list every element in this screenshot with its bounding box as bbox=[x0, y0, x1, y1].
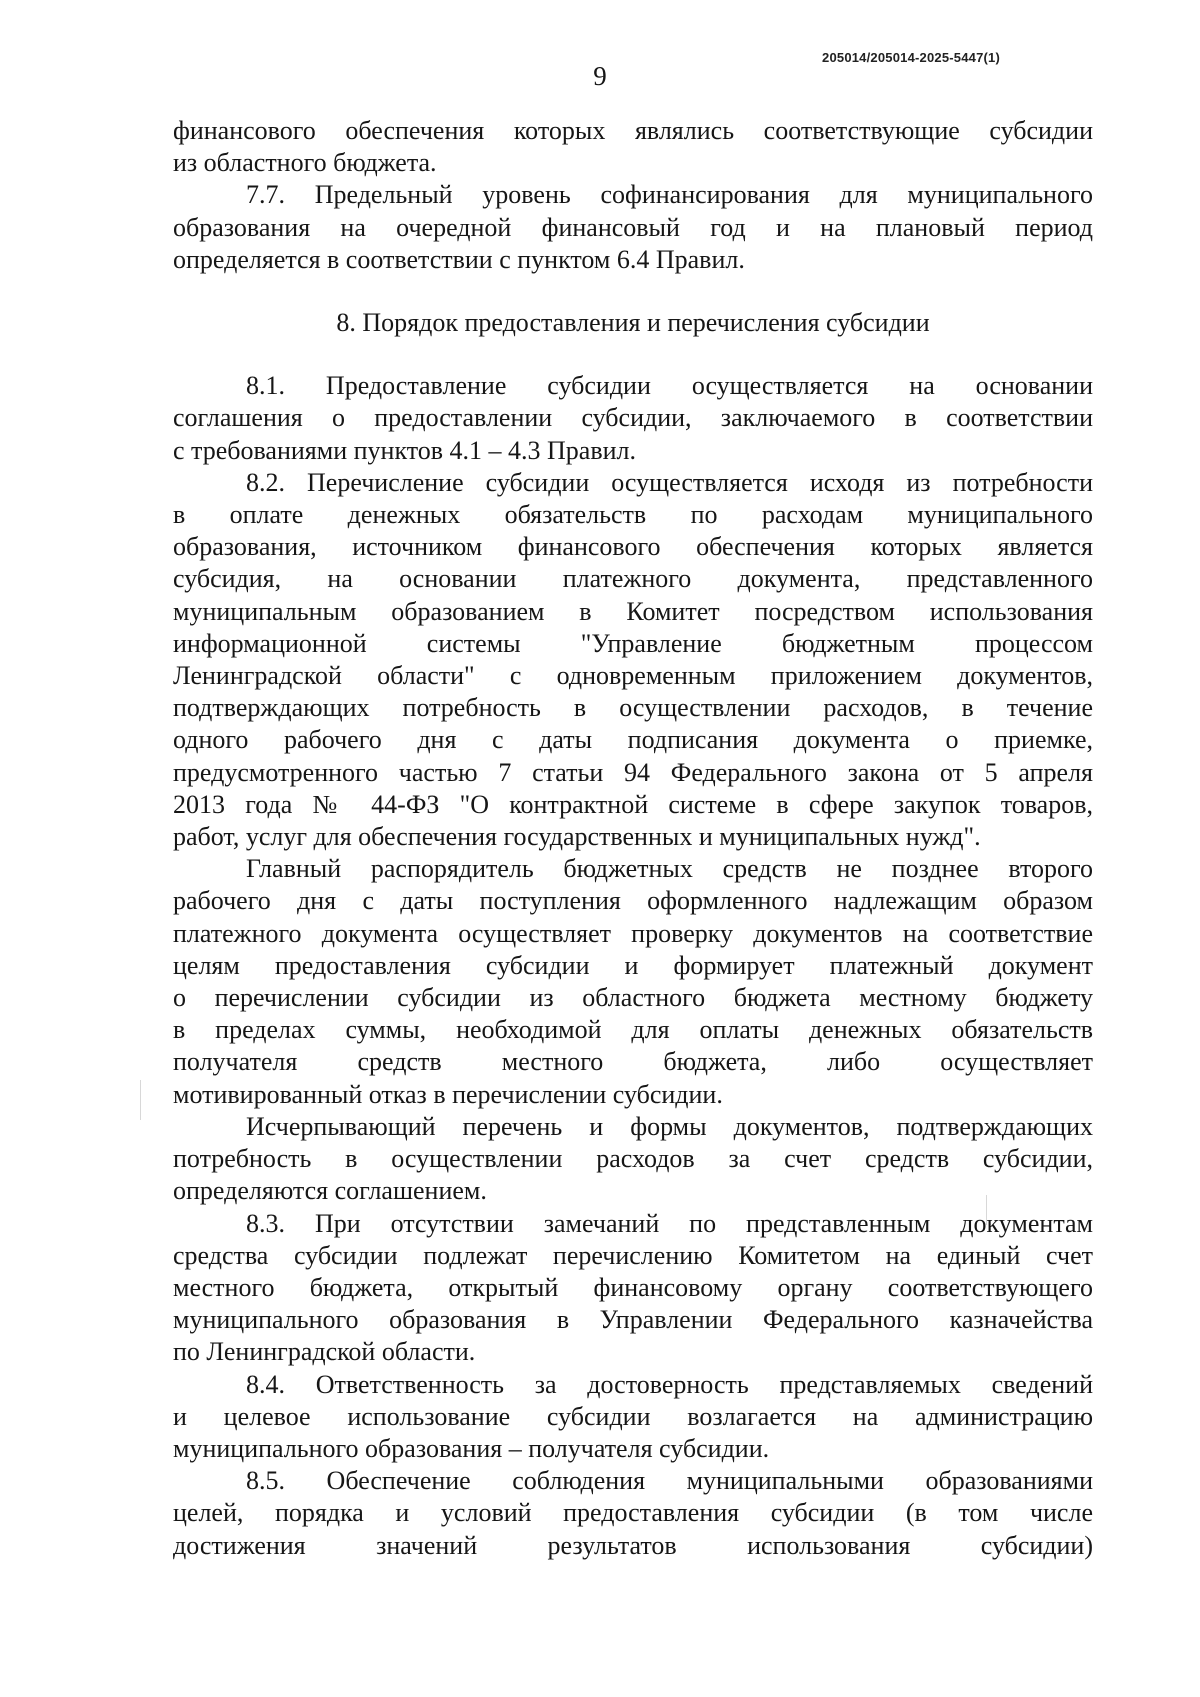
paragraph-line: в оплате денежных обязательств по расходам муниципального bbox=[173, 500, 1093, 530]
paragraph-line: определяются соглашением. bbox=[173, 1176, 487, 1206]
paragraph-line: предусмотренного частью 7 статьи 94 Федерального закона от 5 апреля bbox=[173, 757, 1093, 787]
paragraph-line: достижения значений результатов использования субсидии) bbox=[173, 1530, 1093, 1560]
paragraph-line: финансового обеспечения которых являлись соответствующие субсидии bbox=[173, 116, 1093, 145]
paragraph-line: мотивированный отказ в перечислении субсидии. bbox=[173, 1079, 723, 1109]
paragraph-line: платежного документа осуществляет проверку документов на соответствие bbox=[173, 918, 1093, 948]
scan-margin-mark bbox=[140, 1080, 141, 1120]
paragraph-line: получателя средств местного бюджета, либо осуществляет bbox=[173, 1047, 1093, 1077]
paragraph-line: соглашения о предоставлении субсидии, заключаемого в соответствии bbox=[173, 403, 1093, 433]
document-id: 205014/205014-2025-5447(1) bbox=[822, 50, 1000, 65]
paragraph-line: муниципального образования – получателя субсидии. bbox=[173, 1433, 770, 1463]
paragraph-line: 8.1. Предоставление субсидии осуществляется на основании bbox=[246, 371, 1093, 401]
paragraph-line: из областного бюджета. bbox=[173, 148, 437, 178]
paragraph-line: 8.3. При отсутствии замечаний по представленным документам bbox=[246, 1208, 1093, 1238]
document-body bbox=[173, 115, 1093, 1562]
paragraph-line: потребность в осуществлении расходов за счет средств субсидии, bbox=[173, 1144, 1093, 1174]
paragraph-line: по Ленинградской области. bbox=[173, 1337, 476, 1367]
paragraph-line: 8.4. Ответственность за достоверность представляемых сведений bbox=[246, 1369, 1093, 1399]
paragraph-line: 2013 года № 44-ФЗ "О контрактной системе в сфере закупок товаров, bbox=[173, 789, 1093, 819]
page-number: 9 bbox=[593, 61, 607, 91]
paragraph-line: целей, порядка и условий предоставления субсидии (в том числе bbox=[173, 1498, 1093, 1528]
paragraph-line: Главный распорядитель бюджетных средств не позднее второго bbox=[246, 854, 1093, 884]
paragraph-line: в пределах суммы, необходимой для оплаты денежных обязательств bbox=[173, 1015, 1093, 1045]
paragraph-line: 8.5. Обеспечение соблюдения муниципальными образованиями bbox=[246, 1466, 1093, 1496]
paragraph-line: подтверждающих потребность в осуществлении расходов, в течение bbox=[173, 693, 1093, 723]
section-heading: 8. Порядок предоставления и перечисления субсидии bbox=[336, 308, 930, 338]
paragraph-line: одного рабочего дня с даты подписания документа о приемке, bbox=[173, 725, 1093, 755]
paragraph-line: с требованиями пунктов 4.1 – 4.3 Правил. bbox=[173, 435, 637, 465]
paragraph-line: и целевое использование субсидии возлагается на администрацию bbox=[173, 1401, 1093, 1431]
paragraph-line: Исчерпывающий перечень и формы документов, подтверждающих bbox=[246, 1111, 1093, 1141]
paragraph-line: 8.2. Перечисление субсидии осуществляется исходя из потребности bbox=[246, 467, 1093, 497]
paragraph-line: информационной системы "Управление бюджетным процессом bbox=[173, 628, 1093, 658]
paragraph-line: определяется в соответствии с пунктом 6.4 Правил. bbox=[173, 244, 745, 274]
paragraph-line: местного бюджета, открытый финансовому органу соответствующего bbox=[173, 1272, 1093, 1302]
paragraph-line: Ленинградской области" с одновременным приложением документов, bbox=[173, 661, 1093, 691]
paragraph-line: субсидия, на основании платежного документа, представленного bbox=[173, 564, 1093, 594]
paragraph-line: работ, услуг для обеспечения государственных и муниципальных нужд". bbox=[173, 822, 981, 852]
paragraph-line: о перечислении субсидии из областного бюджета местному бюджету bbox=[173, 983, 1093, 1013]
paragraph-line: 7.7. Предельный уровень софинансирования для муниципального bbox=[246, 180, 1093, 210]
paragraph-line: образования на очередной финансовый год и на плановый период bbox=[173, 212, 1093, 242]
paragraph-line: муниципального образования в Управлении Федерального казначейства bbox=[173, 1305, 1093, 1335]
paragraph-line: средства субсидии подлежат перечислению Комитетом на единый счет bbox=[173, 1240, 1093, 1270]
paragraph-line: рабочего дня с даты поступления оформленного надлежащим образом bbox=[173, 886, 1093, 916]
paragraph-line: муниципальным образованием в Комитет посредством использования bbox=[173, 596, 1093, 626]
paragraph-line: образования, источником финансового обеспечения которых является bbox=[173, 532, 1093, 562]
paragraph-line: целям предоставления субсидии и формирует платежный документ bbox=[173, 950, 1093, 980]
